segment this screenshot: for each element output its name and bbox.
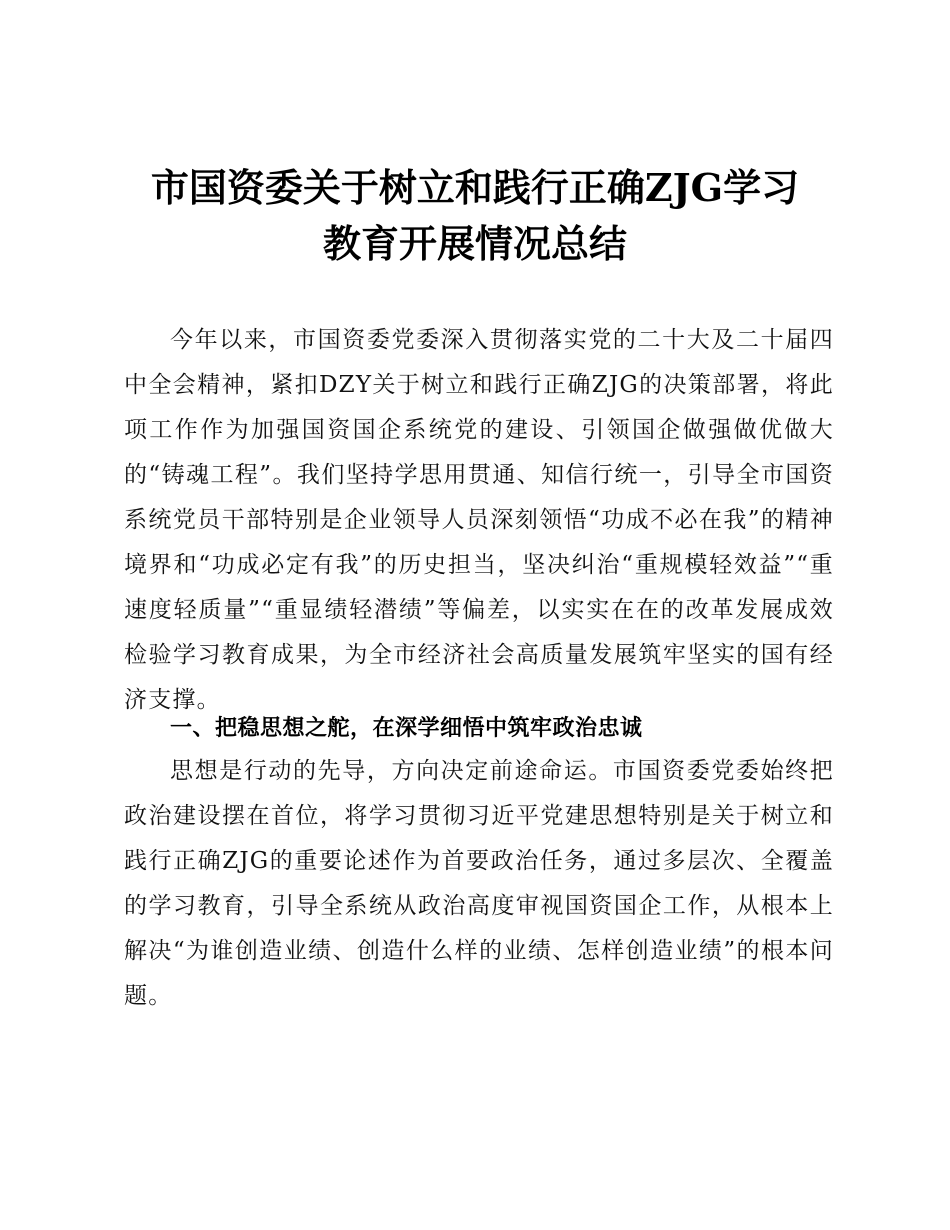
title-line-2: 教育开展情况总结 bbox=[322, 221, 627, 266]
document-title bbox=[120, 160, 830, 272]
section-heading-1: 一、把稳思想之舵，在深学细悟中筑牢政治忠诚 bbox=[170, 716, 643, 741]
title-line-1: 市国资委关于树立和践行正确ZJG学习 bbox=[150, 165, 800, 210]
section-1-paragraph: 思想是行动的先导，方向决定前途命运。市国资委党委始终把政治建设摆在首位，将学习贯彻习近平党建思想特别是关于树立和践行正确ZJG的重要论述作为首要政治任务，通过多层次、全覆盖的学习教育，引导全系统从政治高度审视国资国企工作，从根本上解决“为谁创造业绩、创造什么样的业绩、怎样创造业绩”的根本问题。 bbox=[124, 758, 834, 1009]
intro-paragraph: 今年以来，市国资委党委深入贯彻落实党的二十大及二十届四中全会精神，紧扣DZY关于树立和践行正确ZJG的决策部署，将此项工作作为加强国资国企系统党的建设、引领国企做强做优做大的“铸魂工程”。我们坚持学思用贯通、知信行统一，引导全市国资系统党员干部特别是企业领导人员深刻领悟“功成不必在我”的精神境界和“功成必定有我”的历史担当，坚决纠治“重规模轻效益”“重速度轻质量”“重显绩轻潜绩”等偏差，以实实在在的改革发展成效检验学习教育成果，为全市经济社会高质量发展筑牢坚实的国有经济支撑。 bbox=[124, 327, 834, 713]
